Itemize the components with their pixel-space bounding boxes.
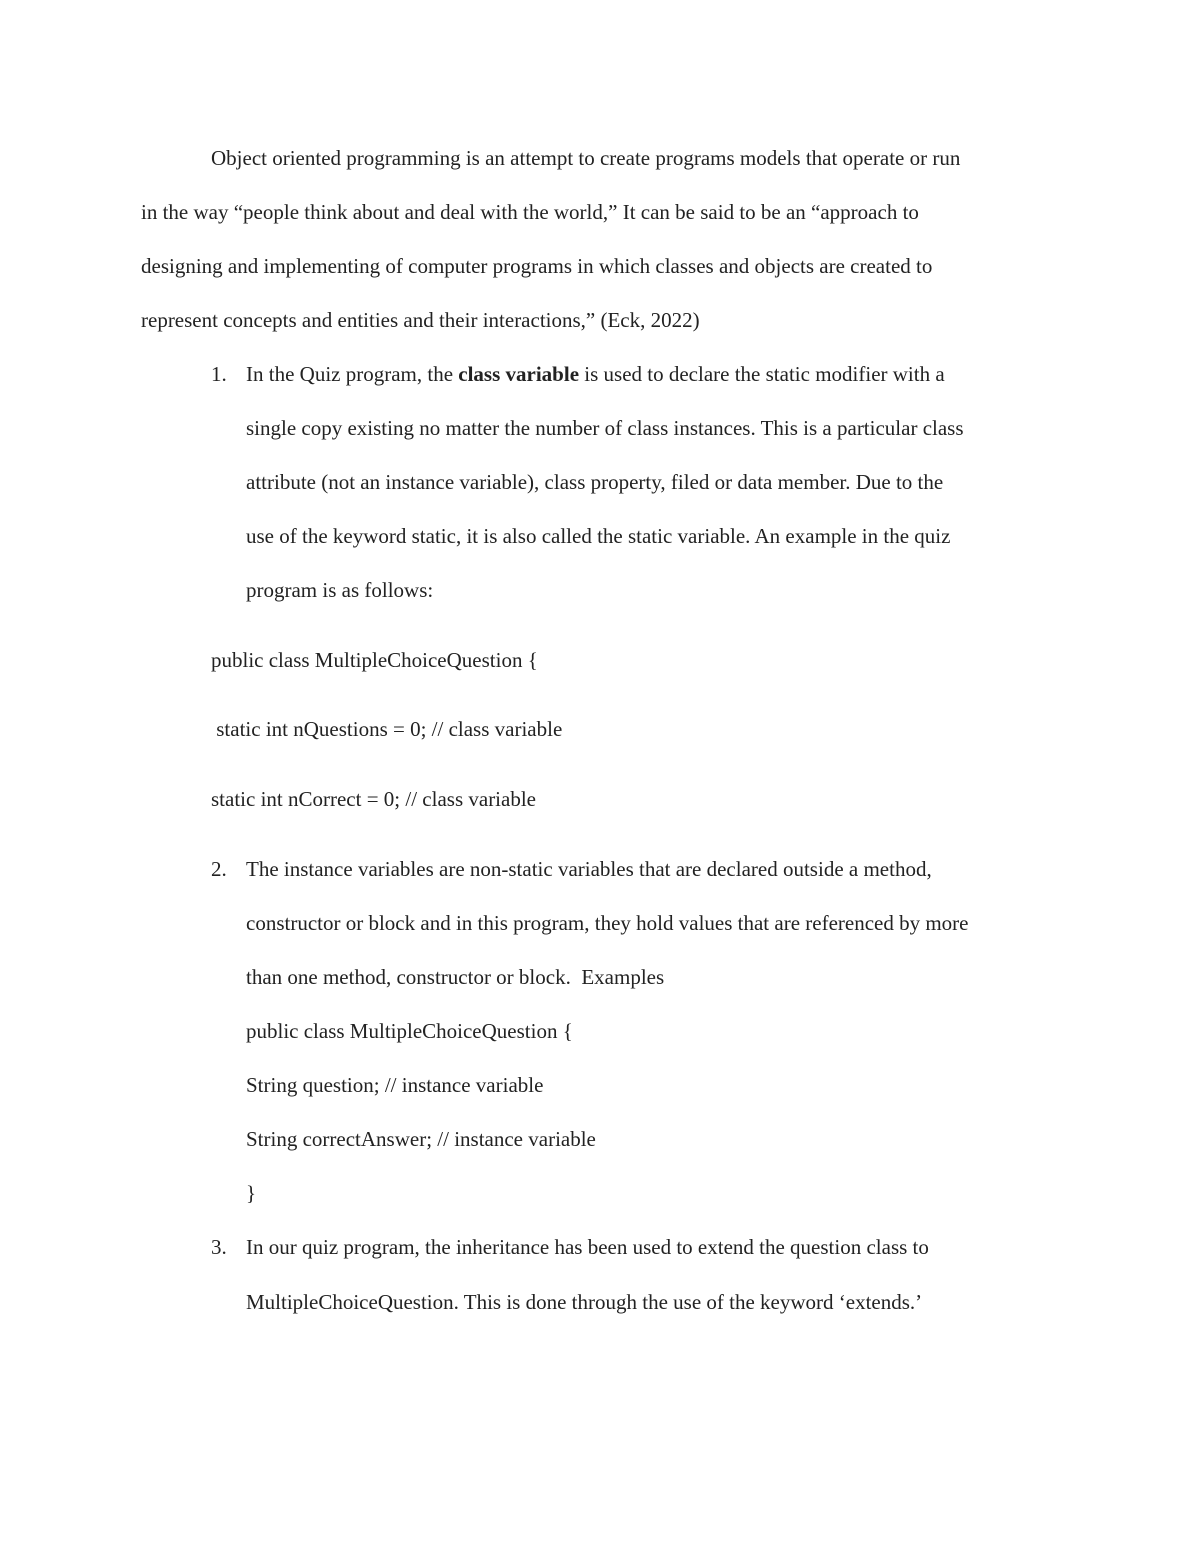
item2-code-line-4: }	[246, 1181, 257, 1205]
item1-line-1-after: is used to declare the static modifier with a	[579, 362, 945, 386]
item1-line-2: single copy existing no matter the number of class instances. This is a particular class	[246, 416, 964, 440]
intro-line-2: in the way “people think about and deal with the world,” It can be said to be an “approach to	[141, 200, 919, 224]
code1-line-2: static int nQuestions = 0; // class variable	[211, 717, 563, 741]
item2-line-2: constructor or block and in this program, they hold values that are referenced by more	[246, 911, 969, 935]
item1-line-4: use of the keyword static, it is also called the static variable. An example in the quiz	[246, 524, 951, 548]
item2-line-3: than one method, constructor or block. Examples	[246, 965, 665, 989]
list-number-2: 2.	[211, 857, 227, 881]
item3-line-1: In our quiz program, the inheritance has been used to extend the question class to	[246, 1235, 929, 1259]
item2-code-line-3: String correctAnswer; // instance variable	[246, 1127, 596, 1151]
list-number-3: 3.	[211, 1235, 227, 1259]
item1-line-1	[246, 362, 945, 386]
item1-line-1-before: In the Quiz program, the	[246, 362, 459, 386]
list-number-1: 1.	[211, 362, 227, 386]
code1-line-3: static int nCorrect = 0; // class variable	[211, 787, 536, 811]
item1-line-5: program is as follows:	[246, 578, 434, 602]
item2-code-line-2: String question; // instance variable	[246, 1073, 544, 1097]
intro-line-4: represent concepts and entities and their interactions,” (Eck, 2022)	[141, 308, 700, 332]
intro-line-3: designing and implementing of computer programs in which classes and objects are created to	[141, 254, 933, 278]
code1-line-1: public class MultipleChoiceQuestion {	[211, 648, 538, 672]
item3-line-2: MultipleChoiceQuestion. This is done through the use of the keyword ‘extends.’	[246, 1290, 923, 1314]
intro-line-1: Object oriented programming is an attempt to create programs models that operate or run	[211, 146, 961, 170]
item2-line-1: The instance variables are non-static variables that are declared outside a method,	[246, 857, 932, 881]
class-variable-term: class variable	[458, 362, 580, 386]
item2-code-line-1: public class MultipleChoiceQuestion {	[246, 1019, 573, 1043]
item1-line-3: attribute (not an instance variable), class property, filed or data member. Due to the	[246, 470, 944, 494]
